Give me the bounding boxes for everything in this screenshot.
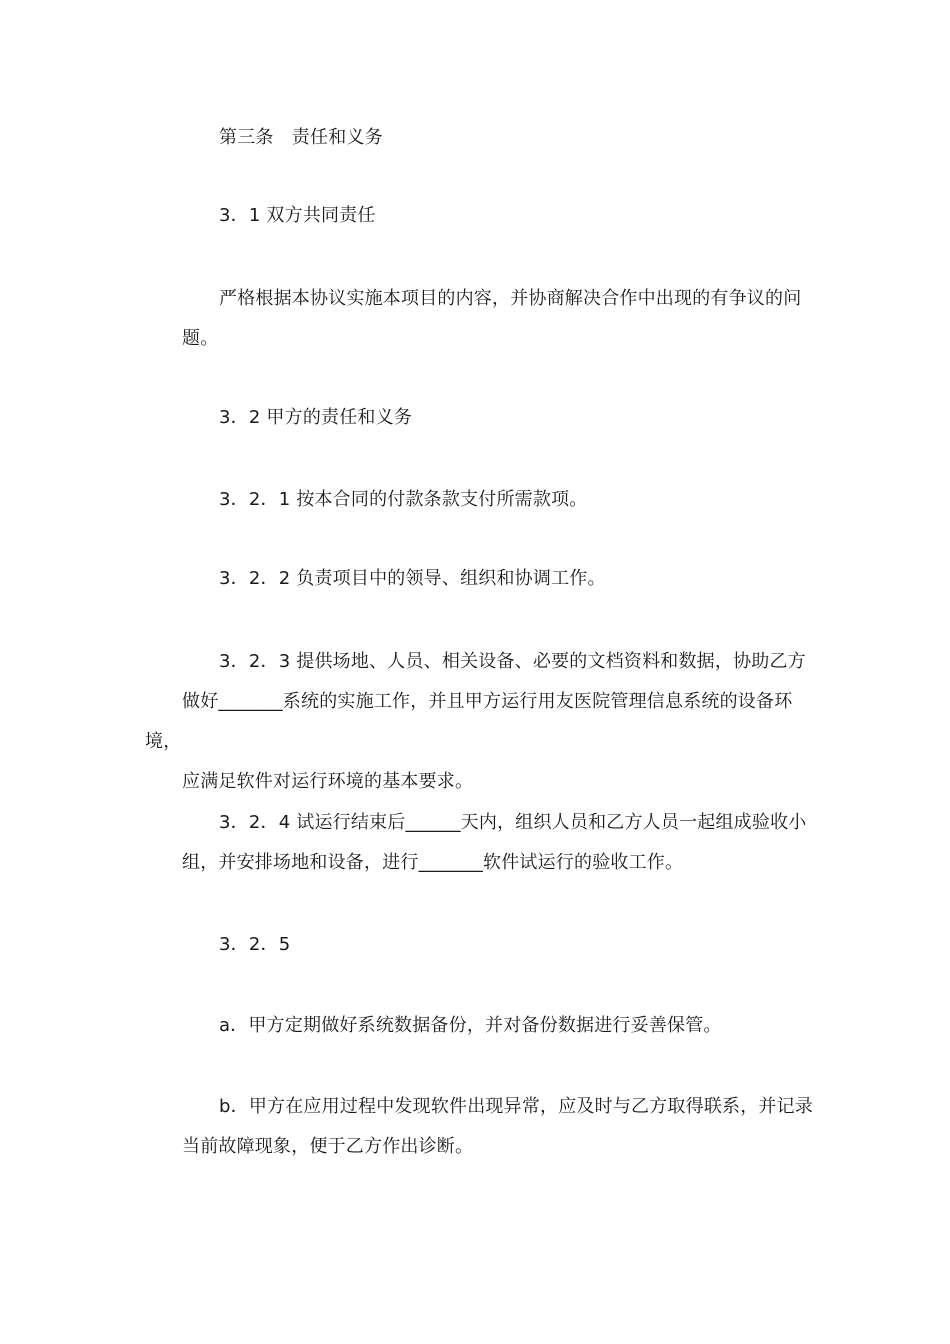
section-3-1-title	[145, 196, 815, 236]
clause-3-2-3-line-2: 做好_______系统的实施工作，并且甲方运行用友医院管理信息系统的设备环境，	[145, 691, 793, 752]
item-a-text: a．甲方定期做好系统数据备份，并对备份数据进行妥善保管。	[219, 1015, 722, 1036]
article-heading-text: 第三条 责任和义务	[219, 127, 383, 148]
section-3-1-body	[145, 279, 815, 359]
item-a	[145, 1006, 815, 1046]
section-3-1-title-text: 3．1 双方共同责任	[219, 205, 376, 226]
clause-3-2-1-text: 3．2．1 按本合同的付款条款支付所需款项。	[219, 489, 588, 510]
section-3-1-body-line-2: 题。	[182, 328, 219, 349]
item-b	[145, 1087, 815, 1167]
article-heading	[145, 118, 815, 158]
clause-3-2-3-line-3: 应满足软件对运行环境的基本要求。	[182, 771, 474, 792]
clause-3-2-3-line-1: 3．2．3 提供场地、人员、相关设备、必要的文档资料和数据，协助乙方	[219, 651, 806, 672]
item-b-line-1: b．甲方在应用过程中发现软件出现异常，应及时与乙方取得联系，并记录	[219, 1096, 814, 1117]
item-b-line-2: 当前故障现象，便于乙方作出诊断。	[182, 1136, 474, 1157]
clause-3-2-2-text: 3．2．2 负责项目中的领导、组织和协调工作。	[219, 568, 606, 589]
clause-3-2-4-line-1: 3．2．4 试运行结束后______天内，组织人员和乙方人员一起组成验收小	[219, 812, 807, 833]
clause-3-2-1	[145, 480, 815, 520]
section-3-2-title	[145, 398, 815, 438]
clause-3-2-3	[145, 642, 815, 802]
clause-3-2-2	[145, 559, 815, 599]
clause-3-2-4	[145, 803, 815, 883]
clause-3-2-5	[145, 925, 815, 965]
section-3-2-title-text: 3．2 甲方的责任和义务	[219, 407, 413, 428]
clause-3-2-5-text: 3．2．5	[219, 934, 291, 955]
section-3-1-body-line-1: 严格根据本协议实施本项目的内容，并协商解决合作中出现的有争议的问	[219, 288, 802, 309]
clause-3-2-4-line-2: 组，并安排场地和设备，进行_______软件试运行的验收工作。	[182, 852, 684, 873]
